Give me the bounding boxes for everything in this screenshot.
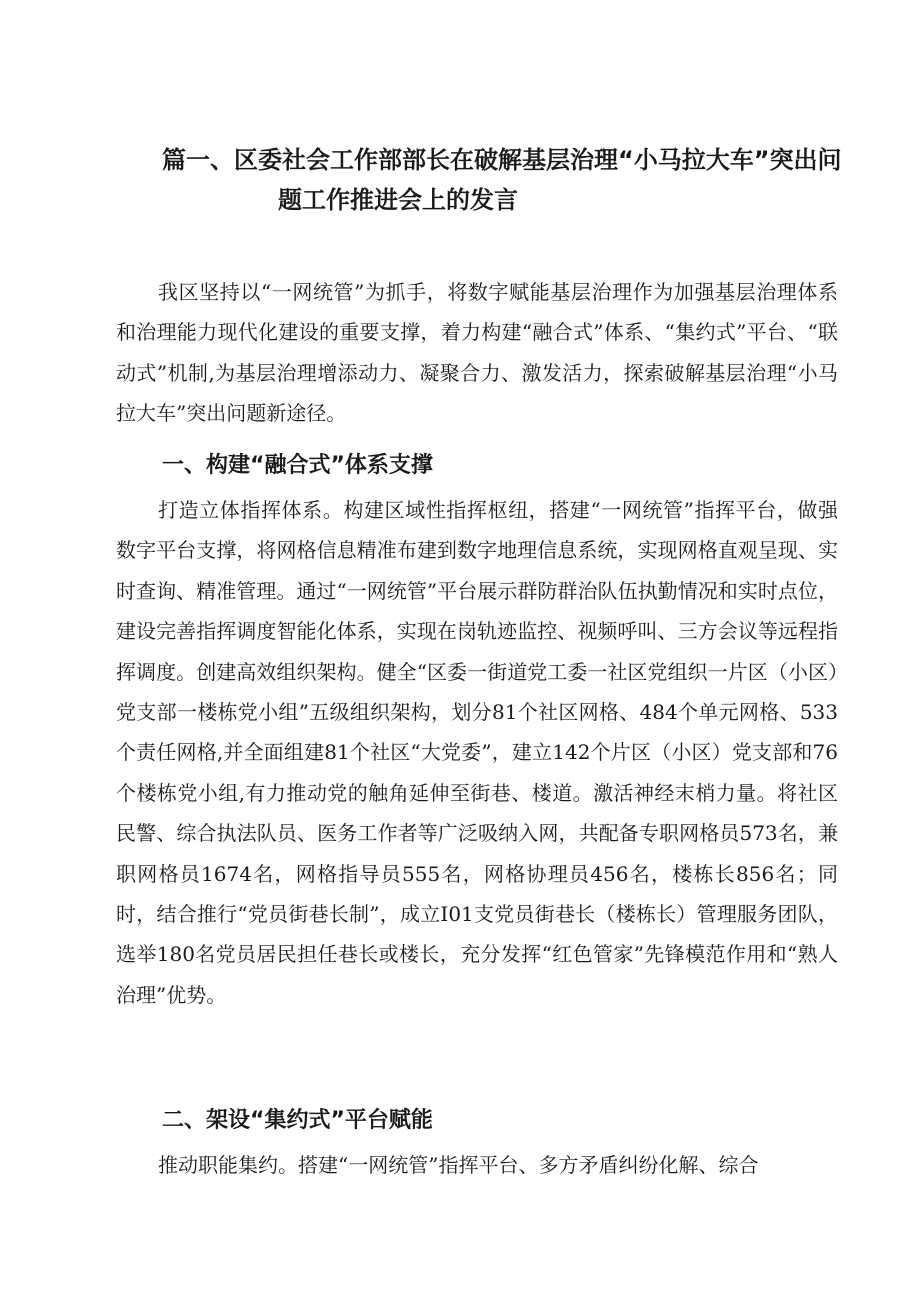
section-1-paragraph: 打造立体指挥体系。构建区域性指挥枢纽，搭建“一网统管”指挥平台，做强数字平台支撑，将网格信息精准布建到数字地理信息系统，实现网格直观呈现、实时查询、精准管理。通过“一网统管”平台展示群防群治队伍执勤情况和实时点位，建设完善指挥调度智能化体系，实现在岗轨迹监控、视频呼叫、三方会议等远程指挥调度。创建高效组织架构。健全“区委一街道党工委一社区党组织一片区（小区）党支部一楼栋党小组”五级组织架构，划分81个社区网格、484个单元网格、533个责任网格,并全面组建81个社区“大党委”，建立142个片区（小区）党支部和76个楼栋党小组,有力推动党的触角延伸至街巷、楼道。激活神经末梢力量。将社区民警、综合执法队员、医务工作者等广泛吸纳入网，共配备专职网格员573名，兼职网格员1674名，网格指导员555名，网格协理员456名，楼栋长856名；同时，结合推行“党员街巷长制”，成立I01支党员街巷长（楼栋长）管理服务团队，选举180名党员居民担任巷长或楼长，充分发挥“红色管家”先锋模范作用和“熟人治理”优势。 <box>116 498 838 1007</box>
section-heading-1: 一、构建“融合式”体系支撑 <box>162 453 433 478</box>
section-heading-2: 二、架设“集约式”平台赋能 <box>162 1108 433 1133</box>
section-2-paragraph: 推动职能集约。搭建“一网统管”指挥平台、多方矛盾纠纷化解、综合 <box>158 1153 759 1177</box>
title-line-2: 题工作推进会上的发言 <box>278 186 518 214</box>
intro-paragraph: 我区坚持以“一网统管”为抓手，将数字赋能基层治理作为加强基层治理体系和治理能力现代化建设的重要支撑，着力构建“融合式”体系、“集约式”平台、“联动式”机制,为基层治理增添动力、凝聚合力、激发活力，探索破解基层治理“小马拉大车”突出问题新途径。 <box>116 280 838 426</box>
document-title <box>150 140 840 220</box>
title-line-1: 篇一、区委社会工作部部长在破解基层治理“小马拉大车”突出问 <box>162 146 842 174</box>
